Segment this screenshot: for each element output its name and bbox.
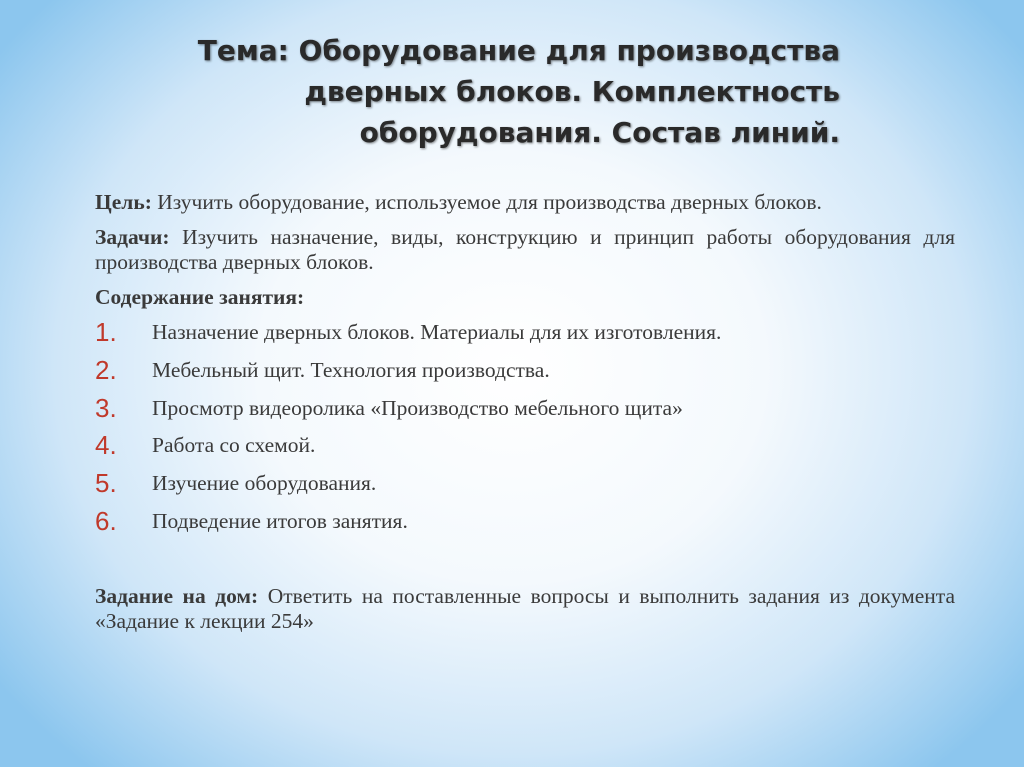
list-item-text: Мебельный щит. Технология производства. [152, 358, 550, 383]
list-item-text: Изучение оборудования. [152, 471, 377, 496]
title-line-2: дверных блоков. Комплектность [304, 75, 840, 108]
list-item [95, 427, 955, 465]
tasks-label: Задачи: [95, 225, 170, 249]
tasks-text: Изучить назначение, виды, конструкцию и принцип работы оборудования для производства дверных блоков. [95, 225, 955, 274]
homework-label: Задание на дом: [95, 584, 259, 609]
list-item [95, 389, 955, 427]
list-item-text: Назначение дверных блоков. Материалы для их изготовления. [152, 320, 722, 345]
slide-title [150, 30, 840, 153]
slide-content [95, 190, 955, 644]
list-number: 3. [95, 392, 117, 423]
list-number: 2. [95, 355, 117, 386]
lesson-plan-list [95, 314, 955, 540]
list-number: 1. [95, 317, 117, 348]
title-line-3: оборудования. Состав линий. [359, 116, 840, 149]
content-heading: Содержание занятия: [95, 285, 305, 309]
goal-text: Изучить оборудование, используемое для производства дверных блоков. [151, 190, 822, 214]
list-number: 5. [95, 468, 117, 499]
title-line-1: Тема: Оборудование для производства [197, 34, 840, 67]
list-item-text: Подведение итогов занятия. [152, 508, 408, 533]
list-item-text: Работа со схемой. [152, 433, 316, 458]
list-item-text: Просмотр видеоролика «Производство мебельного щита» [152, 395, 683, 420]
list-item [95, 465, 955, 503]
goal-paragraph [95, 190, 955, 215]
list-number: 6. [95, 505, 117, 536]
list-item [95, 314, 955, 352]
list-number: 4. [95, 430, 117, 461]
homework-text: Ответить на поставленные вопросы и выполнить задания из документа «Задание к лекции 254» [95, 584, 956, 634]
goal-label: Цель: [95, 190, 152, 214]
homework-paragraph [95, 584, 955, 634]
tasks-paragraph [95, 225, 955, 275]
list-item [95, 502, 955, 540]
list-item [95, 352, 955, 390]
